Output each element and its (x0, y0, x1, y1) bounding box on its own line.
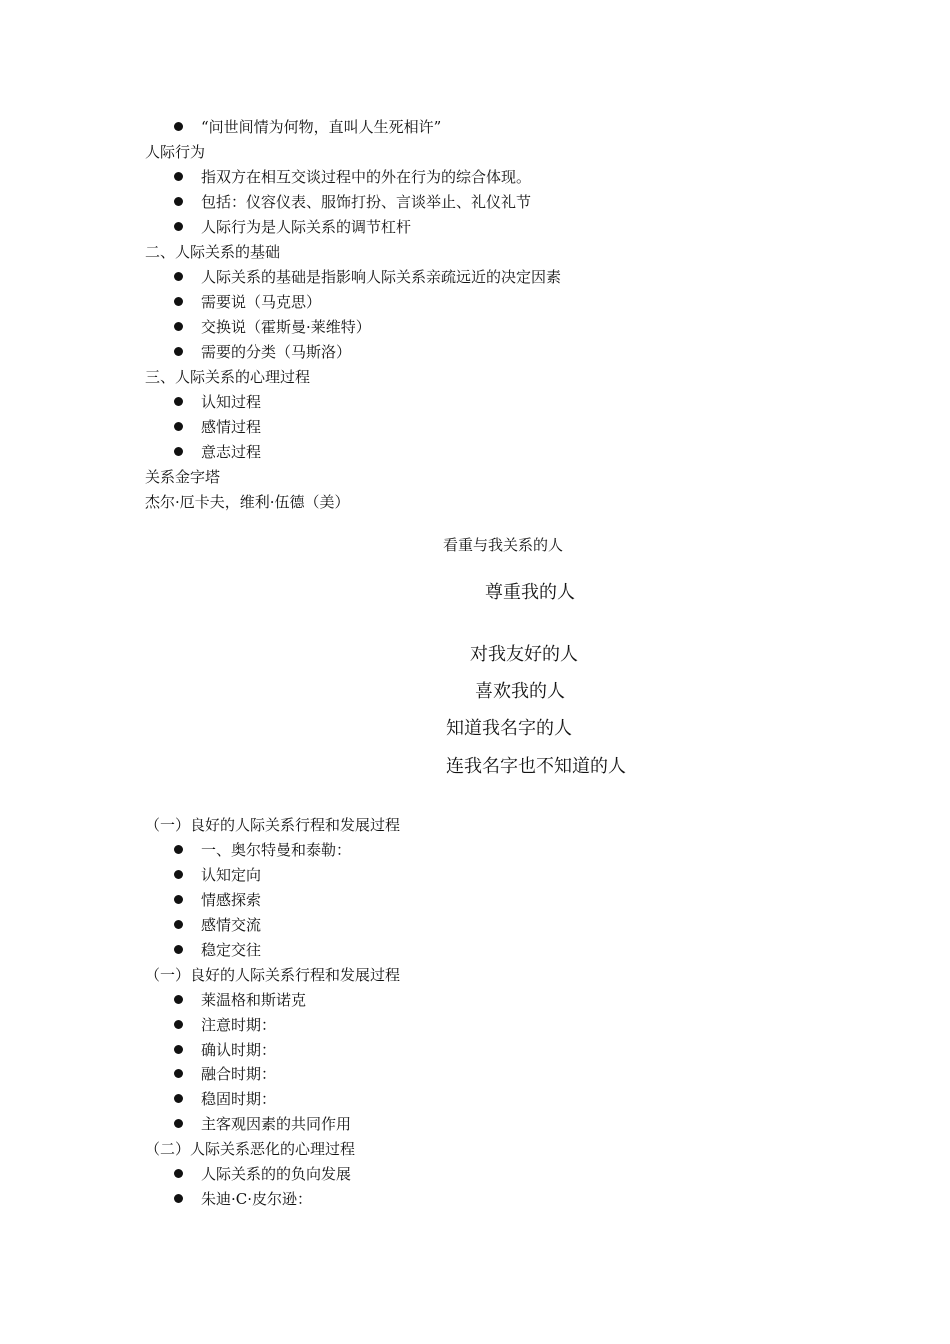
section-heading: 二、人际关系的基础 (145, 243, 281, 261)
bullet-dot-icon (174, 347, 183, 356)
bullet-item (174, 890, 261, 910)
bullet-text: 认知定向 (201, 866, 262, 884)
bullet-item (174, 990, 306, 1010)
bullet-dot-icon (174, 995, 183, 1004)
bullet-dot-icon (174, 1045, 183, 1054)
bullet-text: 莱温格和斯诺克 (201, 991, 307, 1009)
bullet-item (174, 865, 261, 885)
bullet-dot-icon (174, 1069, 183, 1078)
bullet-dot-icon (174, 1020, 183, 1029)
bullet-item (174, 167, 531, 187)
bullet-item (174, 915, 261, 935)
bullet-dot-icon (174, 1169, 183, 1178)
bullet-dot-icon (174, 197, 183, 206)
bullet-item (174, 1164, 351, 1184)
bullet-dot-icon (174, 870, 183, 879)
bullet-text: 主客观因素的共同作用 (201, 1115, 352, 1133)
bullet-dot-icon (174, 845, 183, 854)
bullet-dot-icon (174, 1094, 183, 1103)
bullet-text: 人际关系的基础是指影响人际关系亲疏远近的决定因素 (201, 268, 562, 286)
bullet-dot-icon (174, 322, 183, 331)
bullet-text: 稳定交往 (201, 941, 262, 959)
bullet-text: 情感探索 (201, 891, 262, 909)
bullet-item (174, 1114, 351, 1134)
bullet-text: 人际行为是人际关系的调节杠杆 (201, 218, 412, 236)
bullet-text: 融合时期： (201, 1065, 277, 1083)
pyramid-level: 知道我名字的人 (446, 718, 572, 739)
bullet-dot-icon (174, 222, 183, 231)
pyramid-heading: 关系金字塔 (145, 468, 221, 486)
bullet-dot-icon (174, 172, 183, 181)
bullet-text: 指双方在相互交谈过程中的外在行为的综合体现。 (201, 168, 532, 186)
bullet-item (174, 840, 351, 860)
bullet-dot-icon (174, 122, 183, 131)
section-heading: （一）良好的人际关系行程和发展过程 (145, 966, 401, 984)
bullet-text: 朱迪·C·皮尔逊： (201, 1190, 313, 1208)
bullet-item (174, 1064, 276, 1084)
bullet-text: 意志过程 (201, 443, 262, 461)
bullet-text: 需要说（马克思） (201, 293, 322, 311)
bullet-text: 稳固时期： (201, 1090, 277, 1108)
section-heading: 三、人际关系的心理过程 (145, 368, 311, 386)
bullet-text: 认知过程 (201, 393, 262, 411)
bullet-dot-icon (174, 422, 183, 431)
bullet-item (174, 442, 261, 462)
bullet-text: 感情过程 (201, 418, 262, 436)
bullet-dot-icon (174, 920, 183, 929)
section-heading: （一）良好的人际关系行程和发展过程 (145, 816, 401, 834)
bullet-item (174, 1015, 276, 1035)
bullet-dot-icon (174, 447, 183, 456)
pyramid-level: 对我友好的人 (470, 644, 578, 665)
bullet-dot-icon (174, 272, 183, 281)
bullet-text: 需要的分类（马斯洛） (201, 343, 352, 361)
section-heading: （二）人际关系恶化的心理过程 (145, 1140, 356, 1158)
pyramid-level: 连我名字也不知道的人 (446, 756, 626, 777)
bullet-item (174, 1040, 276, 1060)
bullet-text: 包括：仪容仪表、服饰打扮、言谈举止、礼仪礼节 (201, 193, 532, 211)
bullet-dot-icon (174, 397, 183, 406)
bullet-item (174, 940, 261, 960)
bullet-dot-icon (174, 945, 183, 954)
bullet-item (174, 1189, 312, 1209)
bullet-item (174, 342, 351, 362)
bullet-dot-icon (174, 895, 183, 904)
bullet-text: 确认时期： (201, 1041, 277, 1059)
bullet-text: 交换说（霍斯曼·莱维特） (201, 318, 371, 336)
bullet-text: 一、奥尔特曼和泰勒： (201, 841, 352, 859)
bullet-text: “问世间情为何物，直叫人生死相许” (201, 118, 442, 136)
pyramid-level: 看重与我关系的人 (443, 536, 564, 554)
bullet-text: 人际关系的的负向发展 (201, 1165, 352, 1183)
bullet-item (174, 1089, 276, 1109)
pyramid-level: 喜欢我的人 (475, 681, 565, 702)
bullet-dot-icon (174, 1119, 183, 1128)
pyramid-level: 尊重我的人 (485, 582, 575, 603)
bullet-item (174, 192, 531, 212)
section-heading: 人际行为 (145, 143, 206, 161)
bullet-dot-icon (174, 297, 183, 306)
bullet-text: 感情交流 (201, 916, 262, 934)
bullet-item (174, 292, 321, 312)
bullet-item (174, 392, 261, 412)
bullet-item (174, 267, 561, 287)
bullet-item (174, 317, 371, 337)
bullet-item (174, 217, 411, 237)
bullet-text: 注意时期： (201, 1016, 277, 1034)
bullet-dot-icon (174, 1194, 183, 1203)
bullet-item (174, 417, 261, 437)
pyramid-author: 杰尔·厄卡夫，维利·伍德（美） (145, 493, 350, 511)
bullet-item (174, 117, 441, 137)
